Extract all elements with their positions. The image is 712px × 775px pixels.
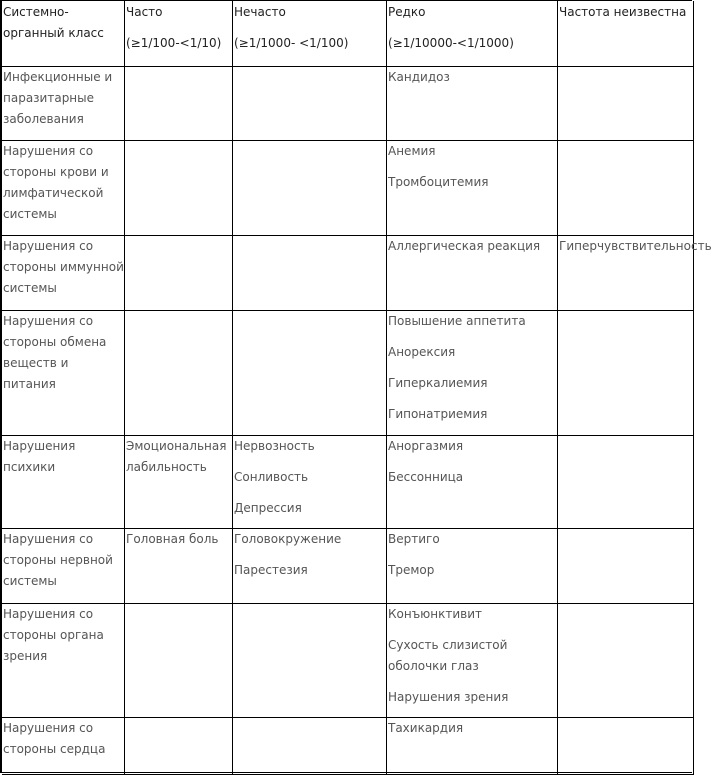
reaction-item: Аллергическая реакция xyxy=(388,239,541,253)
table-often-cell xyxy=(125,718,233,775)
reaction-item: Сухость слизистой оболочки глаз xyxy=(388,638,508,673)
reaction-item: Повышение аппетита xyxy=(388,314,526,328)
reaction-item: Головная боль xyxy=(126,532,219,546)
table-unknown-cell xyxy=(558,67,694,141)
reaction-item: Сонливость xyxy=(234,470,309,484)
reaction-item: Анемия xyxy=(388,144,436,158)
reaction-item: Головокружение xyxy=(234,532,342,546)
table-uncommon-cell xyxy=(233,141,387,236)
table-rare-cell xyxy=(387,436,558,529)
header-unknown xyxy=(558,1,694,67)
table-rare-cell xyxy=(387,718,558,775)
table-unknown-cell xyxy=(558,529,694,604)
table-often-cell xyxy=(125,529,233,604)
table-bottom-border xyxy=(0,772,692,773)
table-rare-cell xyxy=(387,529,558,604)
reaction-item: Эмоциональная лабильность xyxy=(126,439,227,474)
header-rare-range: (≥1/10000-<1/1000) xyxy=(388,36,514,50)
reaction-item: Гипонатриемия xyxy=(388,407,488,421)
table-often-cell xyxy=(125,141,233,236)
reaction-item: Вертиго xyxy=(388,532,440,546)
reaction-item: Анорексия xyxy=(388,345,456,359)
reaction-item: Бессонница xyxy=(388,470,464,484)
reaction-item: Нервозность xyxy=(234,439,315,453)
header-uncommon xyxy=(233,1,387,67)
table-often-cell xyxy=(125,236,233,311)
reaction-item: Кандидоз xyxy=(388,70,450,84)
header-rare xyxy=(387,1,558,67)
table-rare-cell xyxy=(387,604,558,718)
reaction-item: Парестезия xyxy=(234,563,308,577)
reaction-item: Тромбоцитемия xyxy=(388,175,489,189)
header-often xyxy=(125,1,233,67)
table-rare-cell xyxy=(387,141,558,236)
reaction-item: Гиперкалиемия xyxy=(388,376,488,390)
header-rare-title: Редко xyxy=(388,5,426,19)
table-soc-cell: Инфекционные и паразитарные заболевания xyxy=(2,67,125,141)
table-unknown-cell xyxy=(558,141,694,236)
table-unknown-cell xyxy=(558,311,694,436)
reaction-item: Конъюнктивит xyxy=(388,607,483,621)
table-soc-cell: Нарушения психики xyxy=(2,436,125,529)
table-unknown-cell xyxy=(558,436,694,529)
table-unknown-cell xyxy=(558,718,694,775)
table-rare-cell xyxy=(387,311,558,436)
table-uncommon-cell xyxy=(233,718,387,775)
reaction-item: Нарушения зрения xyxy=(388,690,509,704)
table-often-cell xyxy=(125,604,233,718)
header-often-title: Часто xyxy=(126,5,163,19)
reaction-item: Гиперчувствительность xyxy=(559,239,712,253)
table-soc-cell: Нарушения со стороны иммунной системы xyxy=(2,236,125,311)
table-soc-cell: Нарушения со стороны сердца xyxy=(2,718,125,775)
table-soc-cell: Нарушения со стороны обмена веществ и питания xyxy=(2,311,125,436)
reaction-item: Депрессия xyxy=(234,501,302,515)
header-often-range: (≥1/100-<1/10) xyxy=(126,36,222,50)
table-soc-cell: Нарушения со стороны нервной системы xyxy=(2,529,125,604)
header-unknown-title: Частота неизвестна xyxy=(559,5,687,19)
table-often-cell xyxy=(125,436,233,529)
table-rare-cell xyxy=(387,67,558,141)
header-uncommon-title: Нечасто xyxy=(234,5,286,19)
table-often-cell xyxy=(125,311,233,436)
table-uncommon-cell xyxy=(233,436,387,529)
header-soc: Системно-органный класс xyxy=(2,1,125,67)
table-often-cell xyxy=(125,67,233,141)
table-uncommon-cell xyxy=(233,67,387,141)
header-uncommon-range: (≥1/1000- <1/100) xyxy=(234,36,349,50)
table-soc-cell: Нарушения со стороны органа зрения xyxy=(2,604,125,718)
table-soc-cell: Нарушения со стороны крови и лимфатической системы xyxy=(2,141,125,236)
reaction-item: Тахикардия xyxy=(388,721,464,735)
table-unknown-cell xyxy=(558,236,712,311)
table-uncommon-cell xyxy=(233,311,387,436)
reaction-item: Аноргазмия xyxy=(388,439,464,453)
table-rare-cell xyxy=(387,236,558,311)
table-uncommon-cell xyxy=(233,604,387,718)
table-uncommon-cell xyxy=(233,529,387,604)
table-unknown-cell xyxy=(558,604,694,718)
reaction-item: Тремор xyxy=(388,563,435,577)
table-uncommon-cell xyxy=(233,236,387,311)
